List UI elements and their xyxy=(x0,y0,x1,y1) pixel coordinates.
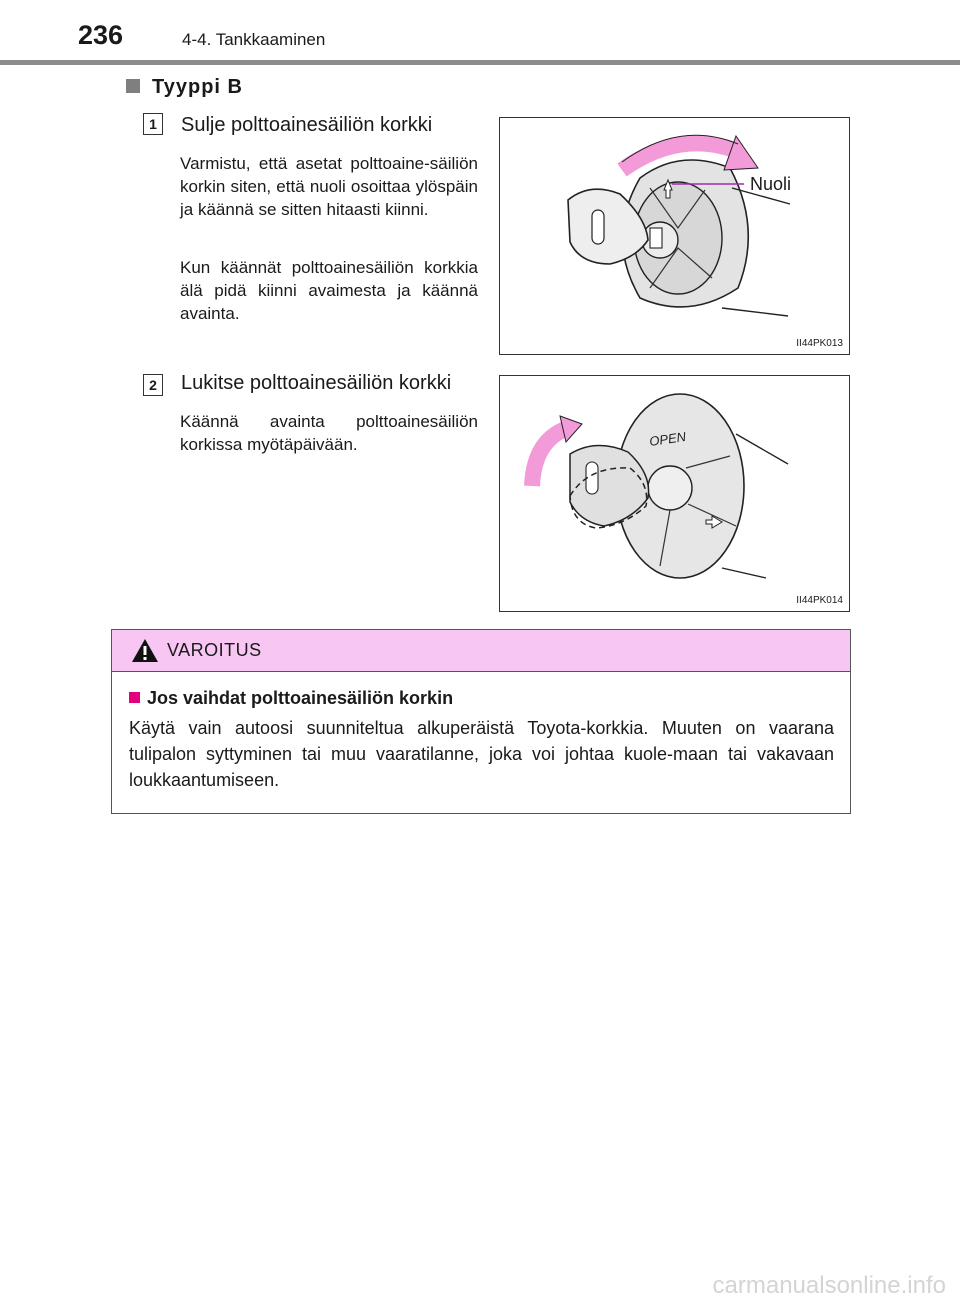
step-1-number: 1 xyxy=(143,113,163,135)
bullet-square-icon xyxy=(126,79,140,93)
chapter-title: 4-4. Tankkaaminen xyxy=(182,30,326,49)
warning-header xyxy=(112,630,850,672)
warning-triangle-icon xyxy=(131,638,159,663)
warning-box xyxy=(111,629,851,814)
step-2-title: Lukitse polttoainesäiliön korkki xyxy=(181,372,452,394)
section-title: Tyyppi B xyxy=(126,76,243,99)
step-2-number: 2 xyxy=(143,374,163,396)
warning-title: VAROITUS xyxy=(167,640,262,660)
page-number: 236 xyxy=(78,20,124,50)
fuel-cap-key-illustration xyxy=(500,118,849,354)
figure-callout-label: Nuoli xyxy=(750,174,792,194)
figure-lock-cap xyxy=(499,375,850,612)
step-1-paragraph-1: Varmistu, että asetat polttoaine-säiliön korkin siten, että nuoli osoittaa ylöspäin ja käännä se sitten hitaasti kiinni. xyxy=(180,154,478,219)
fuel-cap-lock-illustration xyxy=(500,376,849,611)
step-2-paragraph-1: Käännä avainta polttoainesäiliön korkissa myötäpäivään. xyxy=(180,412,478,454)
figure-close-cap xyxy=(499,117,850,355)
figure-2-id: II44PK014 xyxy=(796,595,843,606)
step-1-title: Sulje polttoainesäiliön korkki xyxy=(181,114,433,136)
warning-body: Käytä vain autoosi suunniteltua alkuperäistä Toyota-korkkia. Muuten on vaarana tulipalon syttyminen tai muu vaaratilanne, joka voi johtaa kuole-maan tai vakavaan loukkaantumiseen. xyxy=(129,718,834,790)
bullet-square-icon xyxy=(129,692,140,703)
warning-subtitle: Jos vaihdat polttoainesäiliön korkin xyxy=(129,688,453,709)
figure-1-id: II44PK013 xyxy=(796,338,843,349)
watermark: carmanualsonline.info xyxy=(712,1272,946,1299)
cap-open-label: OPEN xyxy=(648,428,687,449)
header-rule xyxy=(0,60,960,65)
step-1-paragraph-2: Kun käännät polttoainesäiliön korkkia älä pidä kiinni avaimesta ja käännä avainta. xyxy=(180,258,478,323)
